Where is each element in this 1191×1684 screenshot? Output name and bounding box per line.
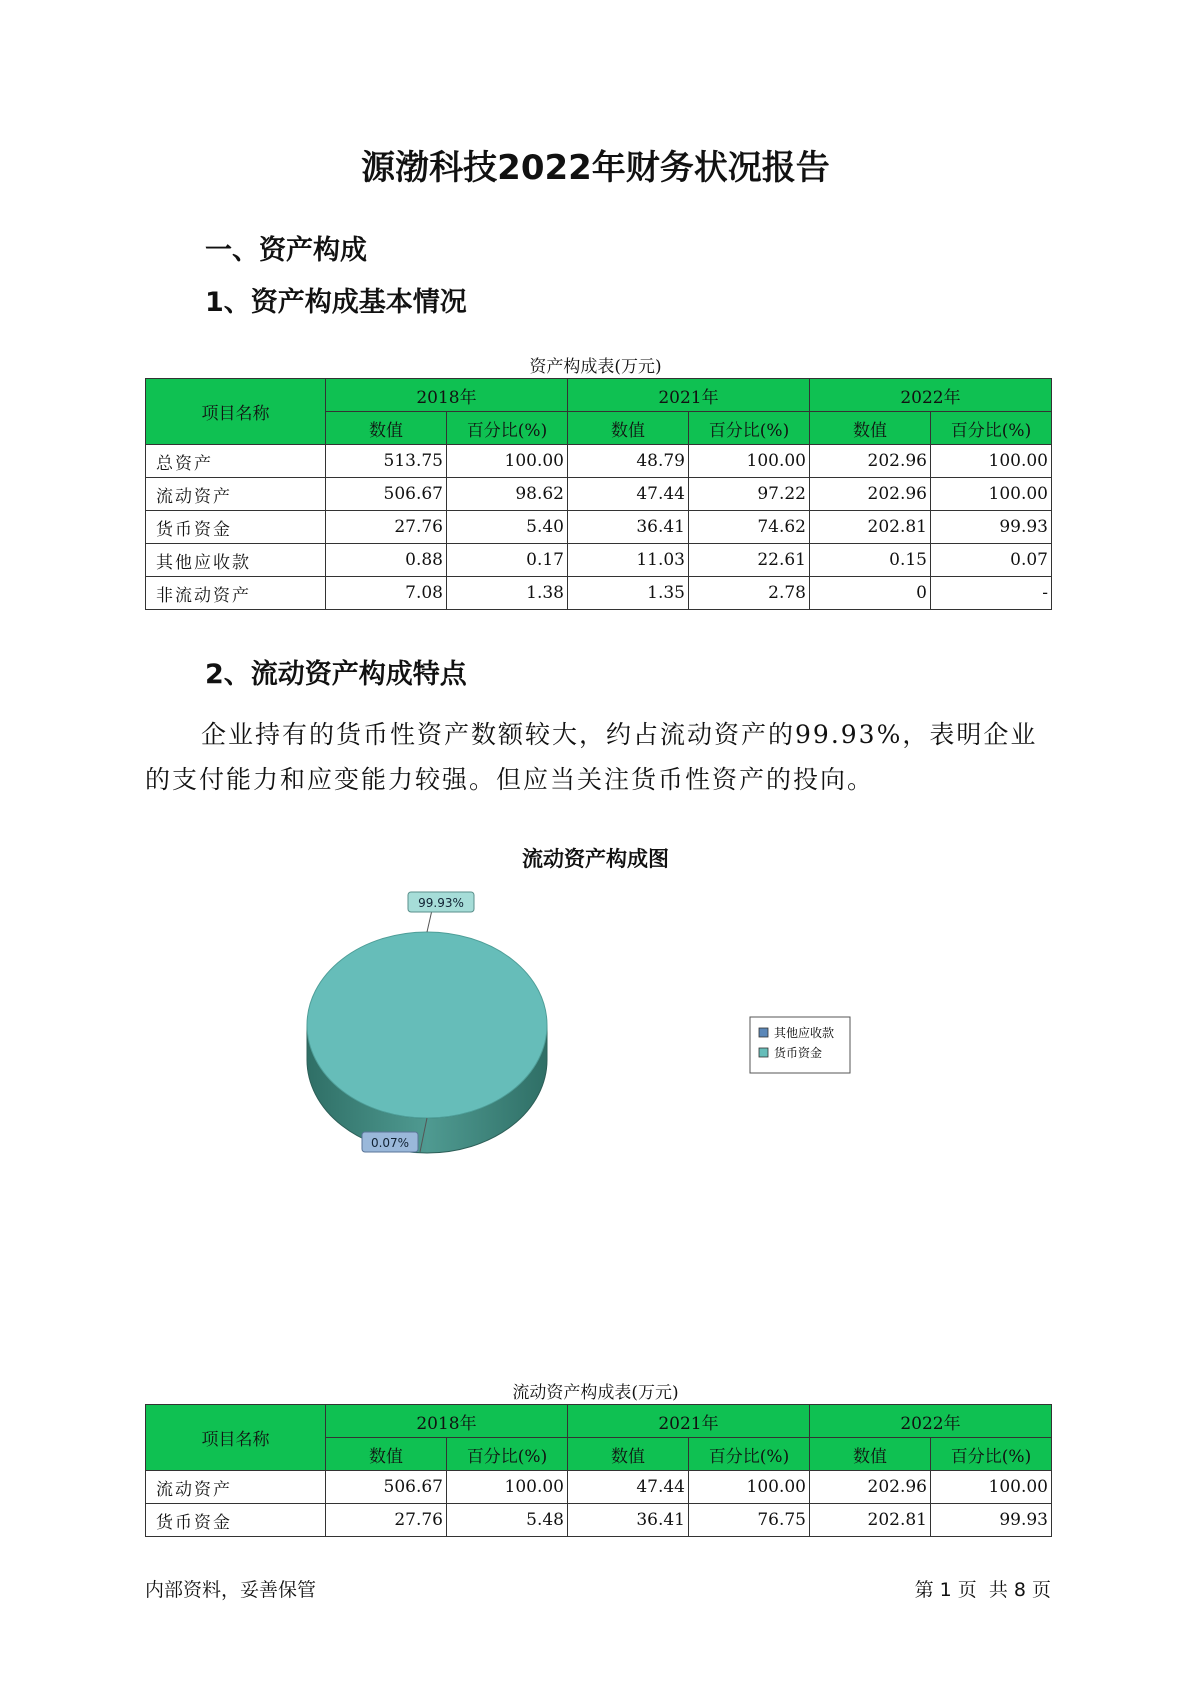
- cell: 97.22: [689, 478, 810, 511]
- section-heading-assets: 一、资产构成: [205, 235, 367, 266]
- cell: 0.88: [326, 544, 447, 577]
- cell: 506.67: [326, 478, 447, 511]
- cell: 202.81: [810, 511, 931, 544]
- cell: 202.81: [810, 1504, 931, 1537]
- report-title: 源渤科技2022年财务状况报告: [361, 148, 830, 188]
- cell: 98.62: [447, 478, 568, 511]
- cell: 5.40: [447, 511, 568, 544]
- chart-legend: [750, 1017, 850, 1073]
- cell: 74.62: [689, 511, 810, 544]
- percent-header: 百分比(%): [447, 1438, 568, 1471]
- table-row: [146, 577, 1052, 610]
- cell: 506.67: [326, 1471, 447, 1504]
- year-header: 2022年: [810, 379, 1052, 412]
- cell: 36.41: [568, 511, 689, 544]
- cell: 0.15: [810, 544, 931, 577]
- cell: 202.96: [810, 445, 931, 478]
- subsection-heading-features: 2、流动资产构成特点: [205, 659, 467, 690]
- cell: 36.41: [568, 1504, 689, 1537]
- cell: 202.96: [810, 478, 931, 511]
- current-assets-pie-chart: [280, 880, 900, 1160]
- item-name-header: 项目名称: [146, 379, 326, 445]
- analysis-paragraph: 企业持有的货币性资产数额较大，约占流动资产的99.93%，表明企业的支付能力和应变能力较强。但应当关注货币性资产的投向。: [145, 720, 1038, 794]
- percent-header: 百分比(%): [689, 412, 810, 445]
- percent-header: 百分比(%): [931, 412, 1052, 445]
- cell: 0.17: [447, 544, 568, 577]
- cell: 100.00: [689, 1471, 810, 1504]
- year-header: 2021年: [568, 379, 810, 412]
- cell: 99.93: [931, 511, 1052, 544]
- table-row: [146, 478, 1052, 511]
- year-header: 2021年: [568, 1405, 810, 1438]
- cell: 76.75: [689, 1504, 810, 1537]
- year-header: 2018年: [326, 1405, 568, 1438]
- item-name-header: 项目名称: [146, 1405, 326, 1471]
- data-label-cash: 99.93%: [418, 896, 464, 910]
- table1-caption: 资产构成表(万元): [529, 357, 662, 377]
- value-header: 数值: [810, 412, 931, 445]
- row-name: 货币资金: [146, 1504, 326, 1537]
- data-label-receivables: 0.07%: [370, 1136, 410, 1150]
- cell: 100.00: [689, 445, 810, 478]
- cell: 513.75: [326, 445, 447, 478]
- value-header: 数值: [810, 1438, 931, 1471]
- legend-swatch-cash: [759, 1048, 768, 1057]
- row-name: 其他应收款: [146, 544, 326, 577]
- table-row: [146, 1471, 1052, 1504]
- cell: 99.93: [931, 1504, 1052, 1537]
- table-row: [146, 544, 1052, 577]
- cell: 47.44: [568, 478, 689, 511]
- percent-header: 百分比(%): [931, 1438, 1052, 1471]
- cell: 100.00: [931, 478, 1052, 511]
- cell: 2.78: [689, 577, 810, 610]
- pie-slice-cash: [307, 932, 547, 1118]
- row-name: 总资产: [146, 445, 326, 478]
- cell: 5.48: [447, 1504, 568, 1537]
- percent-header: 百分比(%): [447, 412, 568, 445]
- table-row: [146, 445, 1052, 478]
- cell: 22.61: [689, 544, 810, 577]
- row-name: 货币资金: [146, 511, 326, 544]
- row-name: 流动资产: [146, 478, 326, 511]
- row-name: 非流动资产: [146, 577, 326, 610]
- cell: 1.38: [447, 577, 568, 610]
- cell: -: [931, 577, 1052, 610]
- cell: 100.00: [931, 445, 1052, 478]
- year-header: 2018年: [326, 379, 568, 412]
- cell: 11.03: [568, 544, 689, 577]
- cell: 100.00: [447, 1471, 568, 1504]
- value-header: 数值: [568, 1438, 689, 1471]
- leader-line-cash: [427, 910, 432, 932]
- legend-label-receivables: 其他应收款: [774, 1026, 835, 1040]
- table2-caption: 流动资产构成表(万元): [512, 1383, 679, 1403]
- value-header: 数值: [326, 1438, 447, 1471]
- table-row: [146, 1504, 1052, 1537]
- footer-confidential-note: 内部资料，妥善保管: [145, 1579, 317, 1601]
- legend-swatch-receivables: [759, 1028, 768, 1037]
- legend-label-cash: 货币资金: [774, 1046, 823, 1060]
- percent-header: 百分比(%): [689, 1438, 810, 1471]
- asset-composition-table: [145, 378, 1052, 610]
- value-header: 数值: [568, 412, 689, 445]
- cell: 1.35: [568, 577, 689, 610]
- cell: 202.96: [810, 1471, 931, 1504]
- footer-page-number: 第 1 页 共 8 页: [914, 1579, 1051, 1601]
- cell: 100.00: [931, 1471, 1052, 1504]
- cell: 7.08: [326, 577, 447, 610]
- value-header: 数值: [326, 412, 447, 445]
- subsection-heading-basic: 1、资产构成基本情况: [205, 287, 467, 318]
- cell: 100.00: [447, 445, 568, 478]
- chart-title: 流动资产构成图: [522, 847, 669, 871]
- cell: 47.44: [568, 1471, 689, 1504]
- cell: 27.76: [326, 511, 447, 544]
- current-asset-composition-table: [145, 1404, 1052, 1537]
- cell: 48.79: [568, 445, 689, 478]
- year-header: 2022年: [810, 1405, 1052, 1438]
- table-row: [146, 511, 1052, 544]
- cell: 27.76: [326, 1504, 447, 1537]
- cell: 0: [810, 577, 931, 610]
- cell: 0.07: [931, 544, 1052, 577]
- row-name: 流动资产: [146, 1471, 326, 1504]
